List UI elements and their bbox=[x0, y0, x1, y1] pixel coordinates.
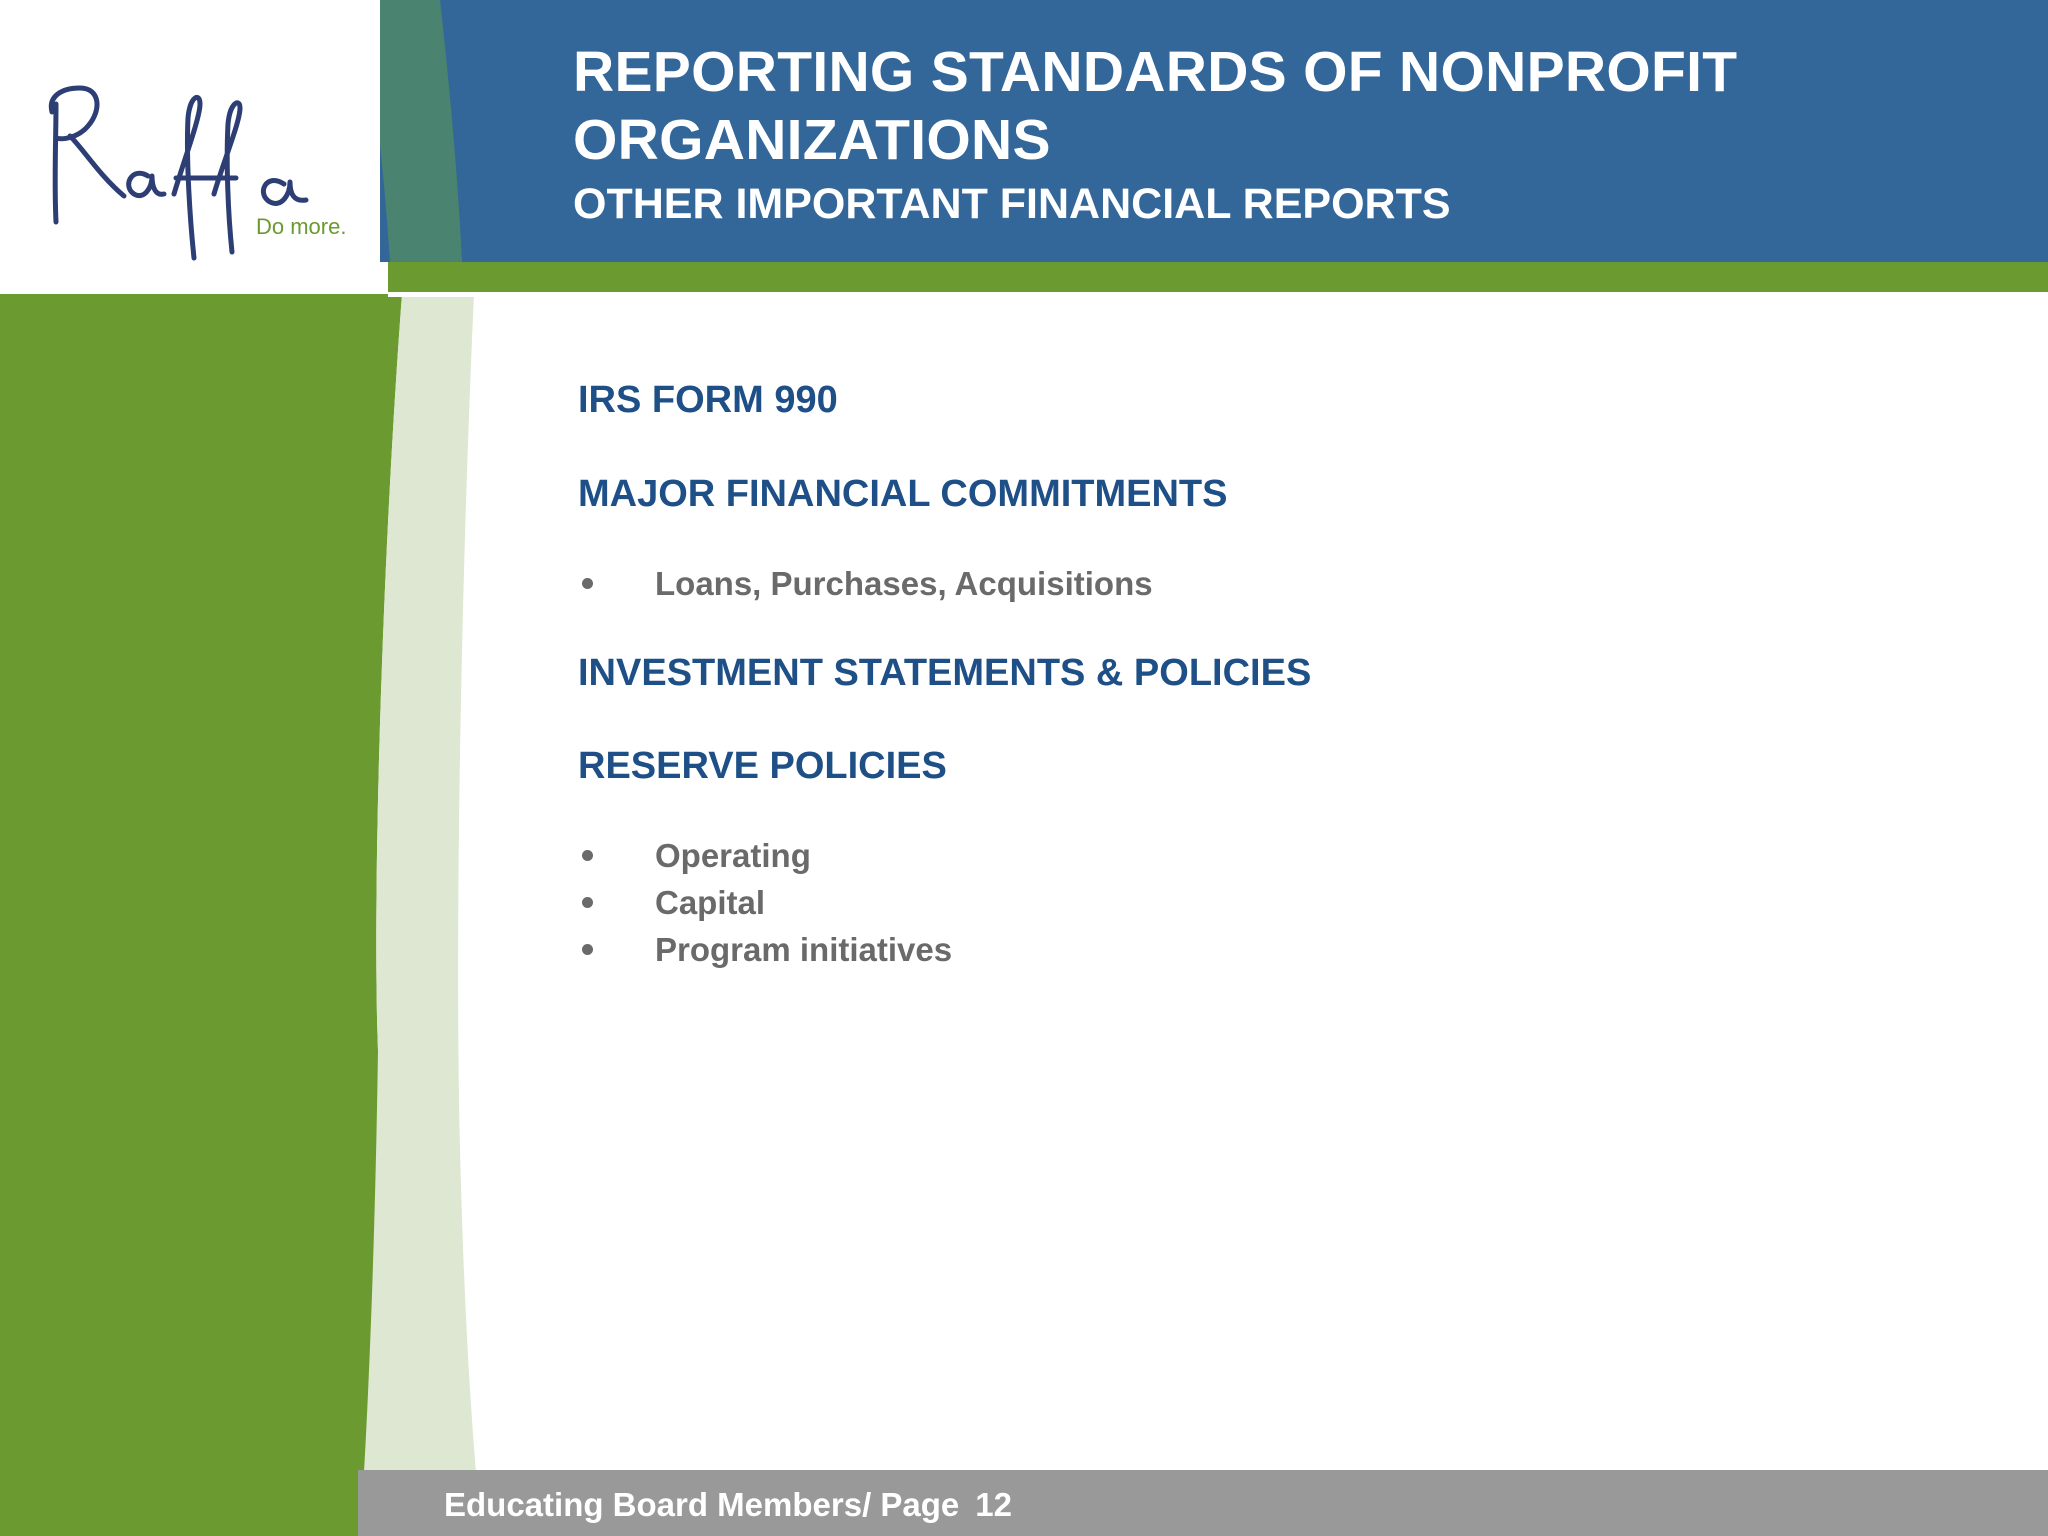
slide-subtitle: OTHER IMPORTANT FINANCIAL REPORTS bbox=[573, 180, 1451, 228]
slide-title: REPORTING STANDARDS OF NONPROFIT ORGANIZATIONS bbox=[573, 40, 1738, 172]
bullet-text: Program initiatives bbox=[655, 931, 953, 968]
bullet-icon bbox=[582, 944, 593, 955]
bullet-text: Loans, Purchases, Acquisitions bbox=[655, 565, 1153, 602]
bullet-icon bbox=[582, 850, 593, 861]
heading-reserve-policies: RESERVE POLICIES bbox=[578, 745, 947, 787]
raffa-logo bbox=[0, 0, 380, 294]
header-green-stripe bbox=[388, 262, 2048, 294]
bullet-icon bbox=[582, 897, 593, 908]
list-item bbox=[578, 879, 1878, 926]
page-number: 12 bbox=[975, 1486, 1013, 1523]
bullet-text: Capital bbox=[655, 884, 766, 921]
commitments-bullet-list bbox=[578, 560, 1878, 607]
heading-investment-statements: INVESTMENT STATEMENTS & POLICIES bbox=[578, 652, 1312, 694]
list-item bbox=[578, 926, 1878, 973]
bullet-icon bbox=[582, 578, 593, 589]
reserve-bullet-list bbox=[578, 832, 1878, 973]
bullet-text: Operating bbox=[655, 837, 811, 874]
header bbox=[573, 38, 1993, 234]
list-item bbox=[578, 832, 1878, 879]
footer bbox=[444, 1480, 1012, 1530]
slide-content bbox=[578, 372, 1878, 973]
heading-major-financial-commitments: MAJOR FINANCIAL COMMITMENTS bbox=[578, 473, 1228, 515]
logo-tagline: Do more. bbox=[256, 214, 347, 239]
list-item bbox=[578, 560, 1878, 607]
footer-label: Educating Board Members/ Page bbox=[444, 1486, 960, 1523]
heading-irs-form-990: IRS FORM 990 bbox=[578, 379, 838, 421]
left-green-band bbox=[0, 294, 408, 1536]
